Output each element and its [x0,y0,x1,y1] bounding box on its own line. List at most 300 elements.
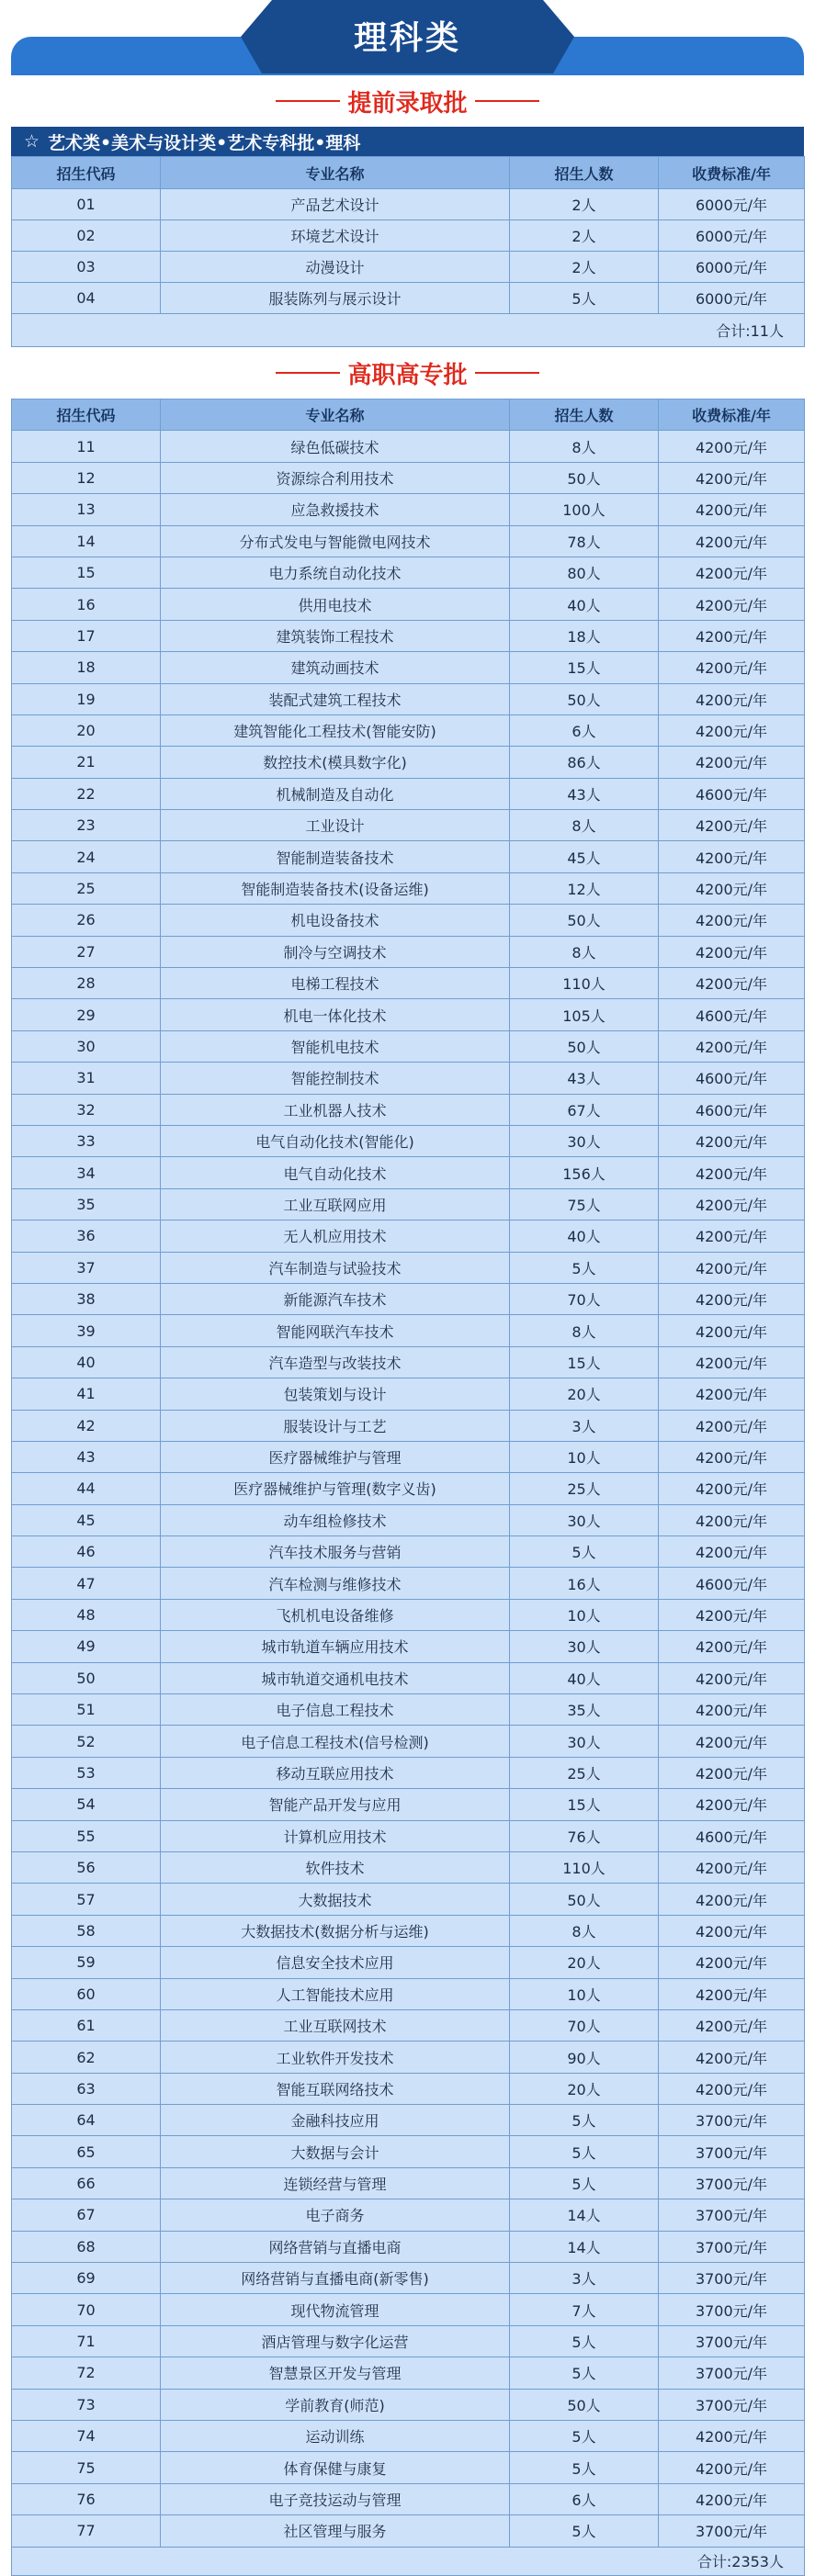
cell-fee: 4200元/年 [659,1631,805,1662]
cell-code: 23 [12,810,161,841]
table-row [12,1504,805,1535]
table-row [12,1851,805,1883]
cell-major: 连锁经营与管理 [161,2167,510,2199]
table-row [12,1947,805,1978]
cell-count: 2人 [510,189,659,220]
cell-fee: 6000元/年 [659,252,805,283]
cell-code: 63 [12,2073,161,2104]
cell-fee: 4600元/年 [659,1063,805,1094]
cell-count: 50人 [510,462,659,493]
table-row [12,1631,805,1662]
table-row [12,747,805,778]
cell-code: 68 [12,2231,161,2262]
cell-count: 43人 [510,778,659,809]
cell-code: 34 [12,1157,161,1188]
cell-major: 网络营销与直播电商(新零售) [161,2263,510,2294]
cell-count: 5人 [510,2421,659,2452]
title-line-right [475,372,539,374]
cell-code: 17 [12,620,161,651]
cell-major: 装配式建筑工程技术 [161,683,510,714]
cell-code: 33 [12,1125,161,1156]
cell-fee: 4200元/年 [659,714,805,746]
cell-code: 31 [12,1063,161,1094]
cell-count: 5人 [510,2452,659,2483]
table-row [12,1915,805,1946]
cell-fee: 3700元/年 [659,2325,805,2357]
table-row [12,968,805,999]
cell-count: 50人 [510,683,659,714]
table-row [12,2263,805,2294]
cell-major: 产品艺术设计 [161,189,510,220]
table-row [12,2009,805,2041]
cell-count: 5人 [510,1252,659,1283]
cell-major: 无人机应用技术 [161,1221,510,1252]
cell-code: 47 [12,1568,161,1599]
cell-count: 14人 [510,2199,659,2231]
table-row [12,1536,805,1568]
cell-code: 66 [12,2167,161,2199]
cell-code: 27 [12,936,161,967]
cell-count: 5人 [510,2515,659,2547]
cell-code: 64 [12,2105,161,2136]
cell-major: 现代物流管理 [161,2294,510,2325]
table-row [12,1789,805,1820]
group-bar [11,127,804,156]
cell-fee: 4200元/年 [659,1726,805,1757]
cell-code: 19 [12,683,161,714]
cell-code: 51 [12,1694,161,1726]
cell-code: 13 [12,494,161,525]
cell-fee: 4200元/年 [659,2483,805,2514]
cell-fee: 4200元/年 [659,1757,805,1788]
table-row [12,620,805,651]
cell-code: 52 [12,1726,161,1757]
cell-major: 信息安全技术应用 [161,1947,510,1978]
cell-fee: 4200元/年 [659,1441,805,1472]
cell-fee: 4200元/年 [659,1283,805,1314]
cell-major: 飞机机电设备维修 [161,1599,510,1630]
cell-fee: 4600元/年 [659,1094,805,1125]
cell-fee: 4200元/年 [659,1188,805,1220]
cell-major: 动车组检修技术 [161,1504,510,1535]
cell-count: 3人 [510,2263,659,2294]
cell-code: 32 [12,1094,161,1125]
section-title-early-text: 提前录取批 [347,89,468,118]
cell-fee: 4200元/年 [659,1473,805,1504]
cell-code: 54 [12,1789,161,1820]
cell-fee: 3700元/年 [659,2263,805,2294]
cell-code: 45 [12,1504,161,1535]
cell-count: 50人 [510,2389,659,2420]
cell-count: 70人 [510,2009,659,2041]
page-title: 理科类 [353,19,461,57]
cell-code: 70 [12,2294,161,2325]
cell-code: 11 [12,431,161,462]
cell-fee: 4600元/年 [659,778,805,809]
cell-code: 46 [12,1536,161,1568]
table-row [12,652,805,683]
cell-count: 6人 [510,2483,659,2514]
cell-major: 工业互联网应用 [161,1188,510,1220]
cell-major: 智能制造装备技术 [161,841,510,872]
cell-code: 56 [12,1851,161,1883]
vocational-batch-body [12,431,805,2547]
table-row [12,1346,805,1378]
cell-code: 43 [12,1441,161,1472]
cell-fee: 4200元/年 [659,652,805,683]
cell-code: 41 [12,1378,161,1410]
cell-major: 包装策划与设计 [161,1378,510,1410]
cell-major: 新能源汽车技术 [161,1283,510,1314]
cell-fee: 3700元/年 [659,2357,805,2389]
table-row [12,683,805,714]
table-row [12,1820,805,1851]
cell-count: 105人 [510,999,659,1030]
table-row [12,2294,805,2325]
cell-fee: 4200元/年 [659,1915,805,1946]
cell-code: 15 [12,557,161,588]
table-row [12,1441,805,1472]
table-row [12,283,805,314]
table-row [12,1094,805,1125]
cell-fee: 4200元/年 [659,1252,805,1283]
cell-fee: 4200元/年 [659,589,805,620]
cell-major: 人工智能技术应用 [161,1978,510,2009]
table-row [12,1757,805,1788]
table-row [12,2325,805,2357]
cell-fee: 4200元/年 [659,810,805,841]
cell-code: 38 [12,1283,161,1314]
cell-fee: 4200元/年 [659,1694,805,1726]
cell-count: 40人 [510,1662,659,1693]
table-header-row [12,399,805,431]
total-row [12,2547,805,2575]
cell-count: 40人 [510,589,659,620]
cell-count: 30人 [510,1125,659,1156]
cell-count: 20人 [510,2073,659,2104]
col-header-count: 招生人数 [510,399,659,431]
cell-fee: 6000元/年 [659,220,805,252]
cell-code: 71 [12,2325,161,2357]
cell-major: 服装陈列与展示设计 [161,283,510,314]
cell-major: 软件技术 [161,1851,510,1883]
table-row [12,557,805,588]
cell-fee: 3700元/年 [659,2199,805,2231]
cell-major: 汽车技术服务与营销 [161,1536,510,1568]
table-row [12,220,805,252]
cell-code: 18 [12,652,161,683]
cell-count: 86人 [510,747,659,778]
table-row [12,462,805,493]
cell-count: 18人 [510,620,659,651]
cell-fee: 4200元/年 [659,494,805,525]
cell-code: 77 [12,2515,161,2547]
cell-fee: 4200元/年 [659,620,805,651]
group-label: 艺术类•美术与设计类•艺术专科批•理科 [48,132,361,153]
cell-fee: 4200元/年 [659,1599,805,1630]
cell-code: 30 [12,1030,161,1062]
table-row [12,1694,805,1726]
cell-code: 01 [12,189,161,220]
cell-fee: 3700元/年 [659,2294,805,2325]
title-line-right [475,100,539,102]
cell-code: 42 [12,1410,161,1441]
cell-code: 55 [12,1820,161,1851]
cell-count: 30人 [510,1504,659,1535]
total-early: 合计:11人 [12,314,805,347]
cell-fee: 3700元/年 [659,2231,805,2262]
cell-count: 10人 [510,1599,659,1630]
cell-major: 智能产品开发与应用 [161,1789,510,1820]
cell-code: 24 [12,841,161,872]
cell-fee: 4200元/年 [659,1978,805,2009]
cell-count: 25人 [510,1473,659,1504]
total-vocational: 合计:2353人 [12,2547,805,2575]
cell-code: 48 [12,1599,161,1630]
cell-count: 45人 [510,841,659,872]
cell-major: 学前教育(师范) [161,2389,510,2420]
cell-code: 03 [12,252,161,283]
table-row [12,525,805,557]
early-batch-table [11,156,805,347]
cell-fee: 4200元/年 [659,2009,805,2041]
section-title-early [0,75,815,127]
cell-code: 50 [12,1662,161,1693]
title-line-left [276,100,340,102]
cell-count: 35人 [510,1694,659,1726]
cell-count: 20人 [510,1947,659,1978]
cell-major: 工业软件开发技术 [161,2042,510,2073]
cell-fee: 4200元/年 [659,431,805,462]
cell-count: 110人 [510,968,659,999]
cell-code: 16 [12,589,161,620]
early-batch-body [12,189,805,314]
cell-code: 02 [12,220,161,252]
cell-count: 43人 [510,1063,659,1094]
cell-code: 62 [12,2042,161,2073]
cell-count: 10人 [510,1978,659,2009]
cell-fee: 4200元/年 [659,1947,805,1978]
cell-count: 12人 [510,872,659,904]
table-row [12,1283,805,1314]
cell-code: 59 [12,1947,161,1978]
cell-code: 25 [12,872,161,904]
table-row [12,2136,805,2167]
cell-code: 58 [12,1915,161,1946]
table-header-row [12,157,805,189]
section-title-vocational [0,347,815,399]
table-row [12,810,805,841]
table-row [12,778,805,809]
table-row [12,2042,805,2073]
cell-count: 8人 [510,810,659,841]
cell-major: 城市轨道车辆应用技术 [161,1631,510,1662]
cell-count: 5人 [510,2167,659,2199]
cell-major: 电子商务 [161,2199,510,2231]
cell-code: 76 [12,2483,161,2514]
cell-major: 电梯工程技术 [161,968,510,999]
cell-code: 28 [12,968,161,999]
cell-major: 金融科技应用 [161,2105,510,2136]
table-row [12,714,805,746]
cell-fee: 4200元/年 [659,683,805,714]
cell-major: 医疗器械维护与管理(数字义齿) [161,1473,510,1504]
table-row [12,1568,805,1599]
cell-major: 智能机电技术 [161,1030,510,1062]
cell-fee: 4200元/年 [659,1125,805,1156]
cell-major: 电气自动化技术(智能化) [161,1125,510,1156]
cell-fee: 6000元/年 [659,283,805,314]
cell-count: 110人 [510,1851,659,1883]
table-row [12,1063,805,1094]
table-row [12,1221,805,1252]
cell-major: 工业互联网技术 [161,2009,510,2041]
cell-major: 汽车制造与试验技术 [161,1252,510,1283]
cell-count: 80人 [510,557,659,588]
cell-fee: 4200元/年 [659,2452,805,2483]
cell-count: 2人 [510,220,659,252]
cell-count: 5人 [510,2357,659,2389]
cell-code: 75 [12,2452,161,2483]
cell-fee: 4200元/年 [659,1378,805,1410]
table-row [12,936,805,967]
cell-major: 电子竞技运动与管理 [161,2483,510,2514]
cell-fee: 3700元/年 [659,2105,805,2136]
cell-code: 53 [12,1757,161,1788]
cell-major: 绿色低碳技术 [161,431,510,462]
cell-count: 30人 [510,1726,659,1757]
cell-major: 工业机器人技术 [161,1094,510,1125]
table-row [12,1662,805,1693]
cell-major: 服装设计与工艺 [161,1410,510,1441]
cell-major: 资源综合利用技术 [161,462,510,493]
cell-count: 15人 [510,1346,659,1378]
cell-fee: 4200元/年 [659,2042,805,2073]
table-row [12,1726,805,1757]
cell-fee: 4200元/年 [659,1504,805,1535]
table-row [12,905,805,936]
cell-major: 电子信息工程技术 [161,1694,510,1726]
cell-count: 76人 [510,1820,659,1851]
cell-code: 04 [12,283,161,314]
cell-count: 67人 [510,1094,659,1125]
cell-code: 69 [12,2263,161,2294]
table-row [12,1884,805,1915]
table-row [12,1315,805,1346]
cell-major: 供用电技术 [161,589,510,620]
cell-code: 22 [12,778,161,809]
cell-count: 6人 [510,714,659,746]
cell-major: 汽车造型与改装技术 [161,1346,510,1378]
cell-count: 8人 [510,936,659,967]
col-header-count: 招生人数 [510,157,659,189]
cell-major: 制冷与空调技术 [161,936,510,967]
cell-code: 65 [12,2136,161,2167]
table-row [12,431,805,462]
cell-count: 15人 [510,652,659,683]
cell-code: 44 [12,1473,161,1504]
cell-count: 20人 [510,1378,659,1410]
cell-count: 5人 [510,283,659,314]
cell-fee: 4200元/年 [659,841,805,872]
table-row [12,2167,805,2199]
cell-major: 数控技术(模具数字化) [161,747,510,778]
cell-major: 大数据技术(数据分析与运维) [161,1915,510,1946]
cell-major: 智能网联汽车技术 [161,1315,510,1346]
cell-major: 建筑智能化工程技术(智能安防) [161,714,510,746]
cell-code: 72 [12,2357,161,2389]
table-row [12,1473,805,1504]
cell-major: 酒店管理与数字化运营 [161,2325,510,2357]
cell-major: 建筑动画技术 [161,652,510,683]
cell-code: 37 [12,1252,161,1283]
cell-fee: 4200元/年 [659,1851,805,1883]
cell-fee: 4200元/年 [659,462,805,493]
cell-code: 20 [12,714,161,746]
cell-fee: 4200元/年 [659,905,805,936]
table-row [12,2483,805,2514]
cell-count: 5人 [510,2325,659,2357]
col-header-major: 专业名称 [161,399,510,431]
table-row [12,2199,805,2231]
cell-fee: 4200元/年 [659,1884,805,1915]
cell-major: 工业设计 [161,810,510,841]
cell-major: 移动互联应用技术 [161,1757,510,1788]
cell-code: 39 [12,1315,161,1346]
cell-code: 67 [12,2199,161,2231]
cell-fee: 4600元/年 [659,1820,805,1851]
table-row [12,189,805,220]
cell-code: 14 [12,525,161,557]
cell-code: 49 [12,1631,161,1662]
cell-fee: 4200元/年 [659,525,805,557]
cell-major: 电气自动化技术 [161,1157,510,1188]
cell-major: 城市轨道交通机电技术 [161,1662,510,1693]
cell-major: 环境艺术设计 [161,220,510,252]
table-row [12,1378,805,1410]
total-row [12,314,805,347]
cell-count: 40人 [510,1221,659,1252]
table-row [12,999,805,1030]
cell-major: 大数据与会计 [161,2136,510,2167]
cell-major: 智慧景区开发与管理 [161,2357,510,2389]
cell-fee: 4200元/年 [659,557,805,588]
cell-fee: 4200元/年 [659,1315,805,1346]
cell-count: 5人 [510,2105,659,2136]
cell-fee: 4200元/年 [659,2421,805,2452]
cell-code: 35 [12,1188,161,1220]
cell-code: 57 [12,1884,161,1915]
cell-major: 体育保健与康复 [161,2452,510,2483]
cell-fee: 3700元/年 [659,2389,805,2420]
page-header [0,0,815,75]
table-row [12,252,805,283]
cell-fee: 4200元/年 [659,1030,805,1062]
cell-code: 61 [12,2009,161,2041]
cell-code: 21 [12,747,161,778]
cell-code: 36 [12,1221,161,1252]
table-row [12,2105,805,2136]
cell-major: 分布式发电与智能微电网技术 [161,525,510,557]
cell-count: 7人 [510,2294,659,2325]
title-line-left [276,372,340,374]
cell-major: 机械制造及自动化 [161,778,510,809]
table-row [12,2389,805,2420]
cell-major: 电子信息工程技术(信号检测) [161,1726,510,1757]
cell-count: 78人 [510,525,659,557]
col-header-code: 招生代码 [12,399,161,431]
table-row [12,2357,805,2389]
